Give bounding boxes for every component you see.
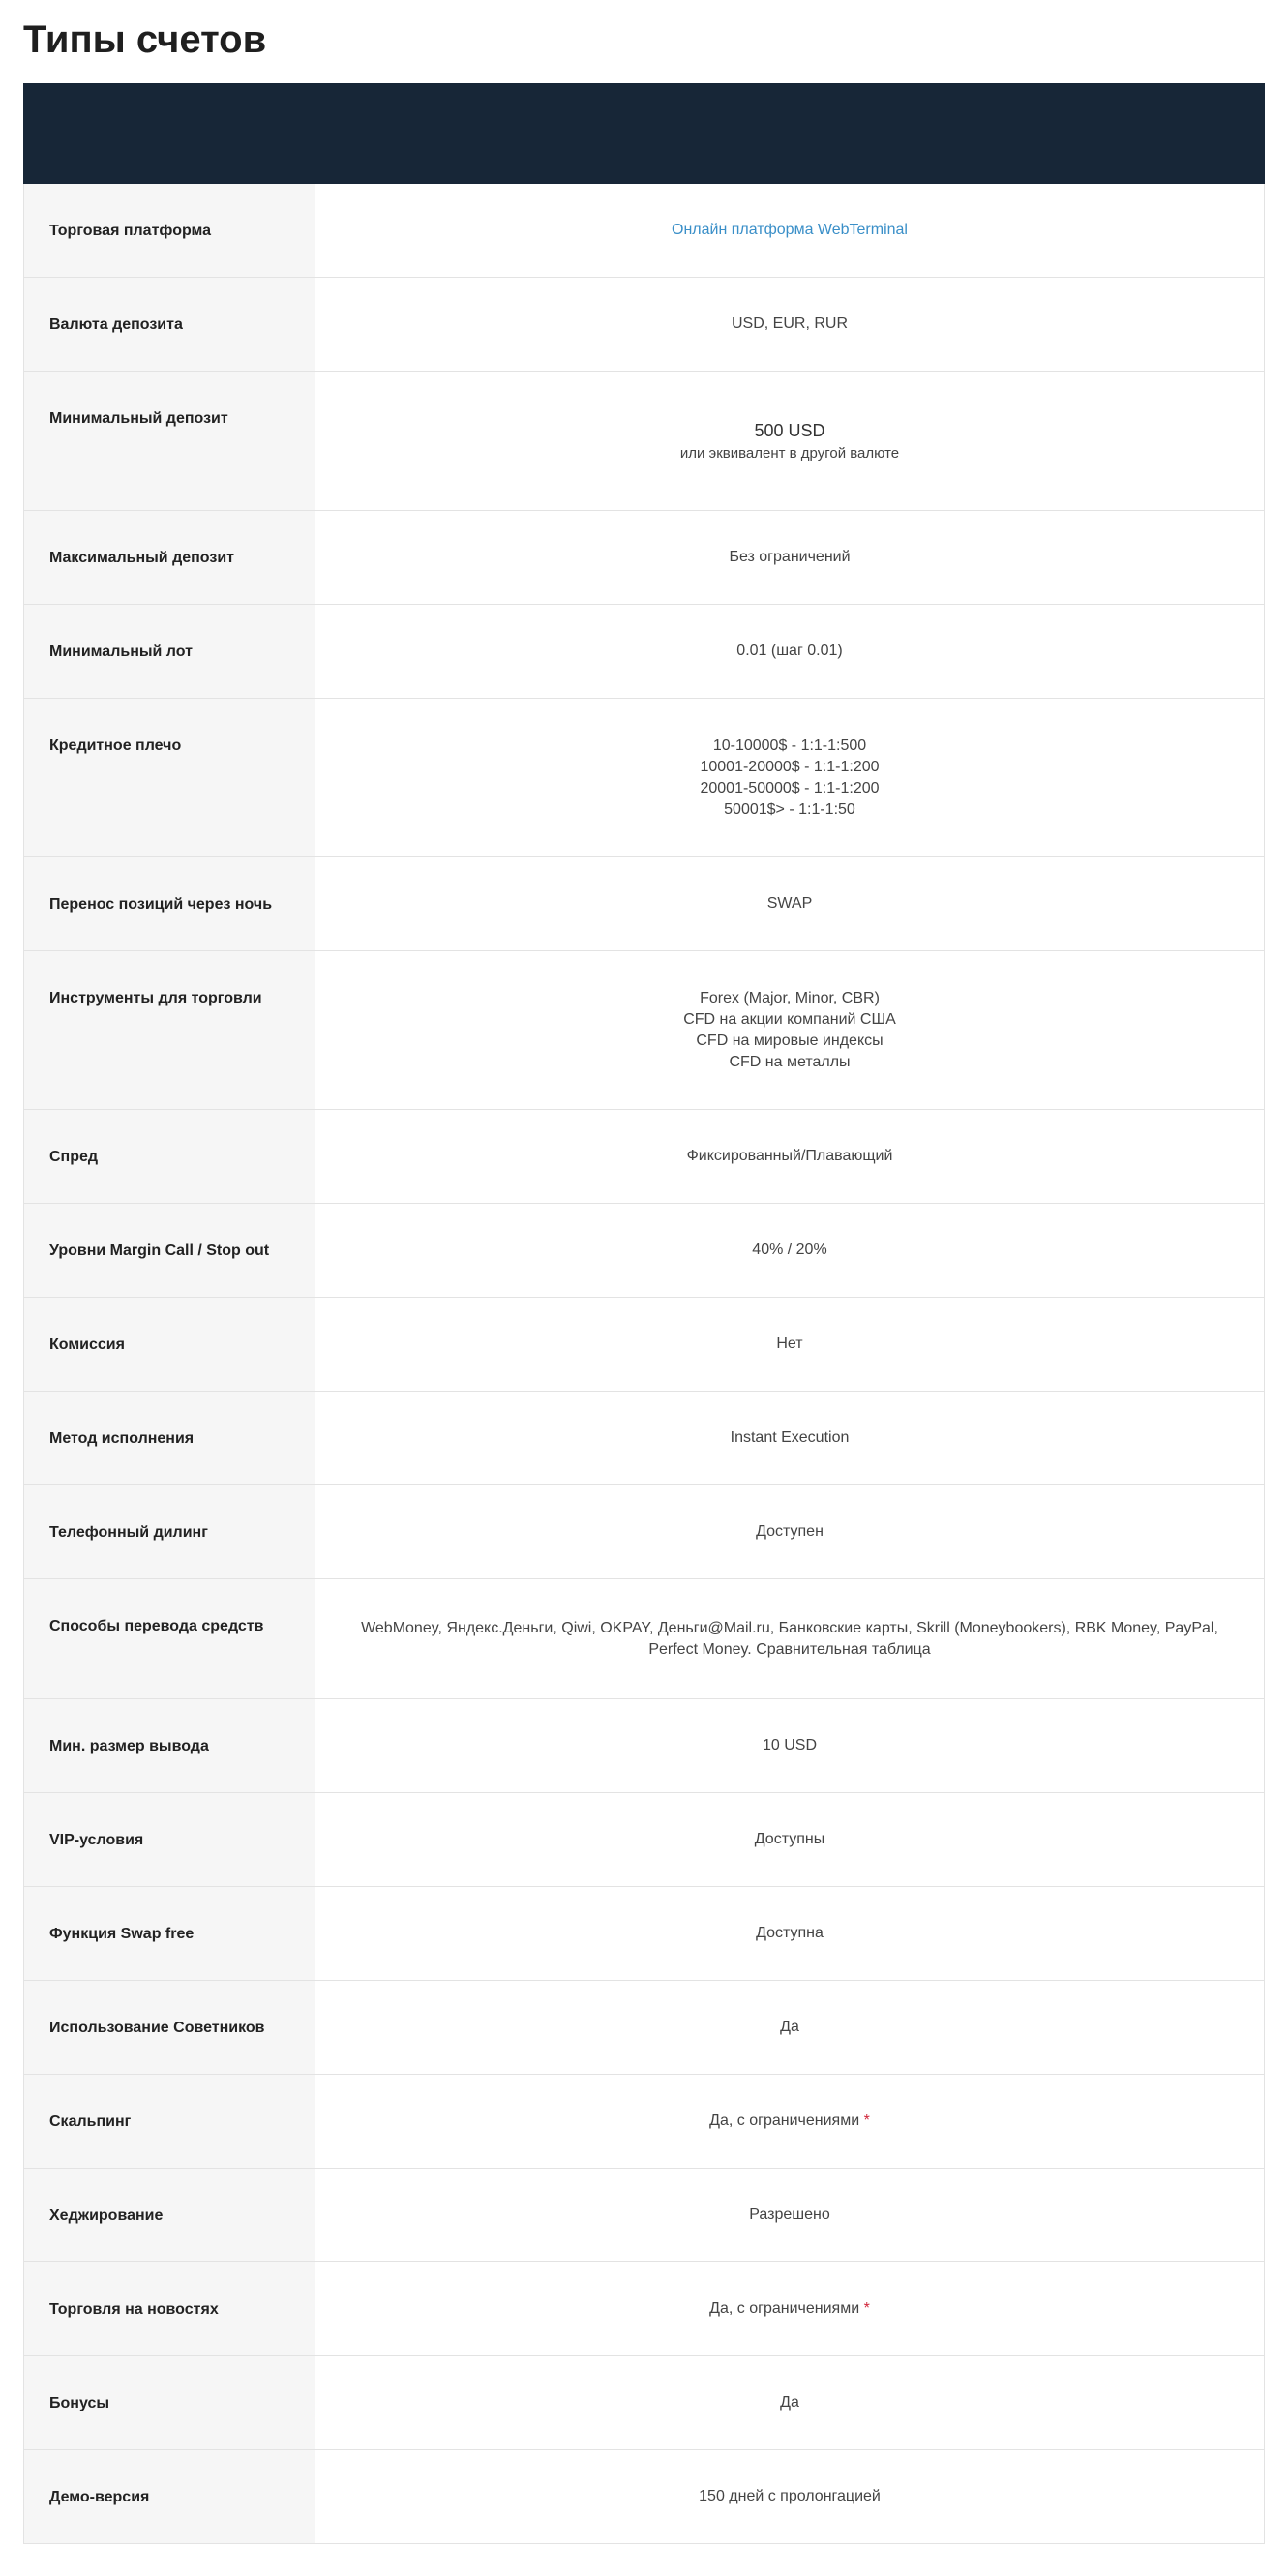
account-types-table [23, 83, 1265, 2544]
webterminal-link[interactable]: Онлайн платформа WebTerminal [672, 222, 908, 238]
row-value-line: 50001$> - 1:1-1:50 [724, 800, 855, 818]
row-label: Метод исполнения [23, 1392, 315, 1484]
row-value: Без ограничений [315, 511, 1265, 604]
table-row [23, 1699, 1265, 1793]
table-row [23, 1110, 1265, 1204]
table-row [23, 2169, 1265, 2262]
table-row [23, 1298, 1265, 1392]
row-label: Способы перевода средств [23, 1579, 315, 1698]
row-value-line: 10-10000$ - 1:1-1:500 [712, 736, 867, 754]
row-value: Разрешено [315, 2169, 1265, 2261]
row-value: Доступна [315, 1887, 1265, 1980]
table-row [23, 372, 1265, 511]
row-label: Хеджирование [23, 2169, 315, 2261]
row-label: Инструменты для торговли [23, 951, 315, 1109]
row-value: Нет [315, 1298, 1265, 1391]
table-row [23, 2262, 1265, 2356]
row-value: Instant Execution [315, 1392, 1265, 1484]
row-label: Телефонный дилинг [23, 1485, 315, 1578]
row-label: Демо-версия [23, 2450, 315, 2543]
table-row [23, 1485, 1265, 1579]
page-title: Типы счетов [23, 18, 267, 61]
row-label: Бонусы [23, 2356, 315, 2449]
row-label: Комиссия [23, 1298, 315, 1391]
table-row [23, 605, 1265, 699]
row-label: Перенос позиций через ночь [23, 857, 315, 950]
row-value: Да, с ограничениями [709, 2112, 860, 2129]
row-value-line: CFD на металлы [729, 1053, 851, 1070]
row-label: Максимальный депозит [23, 511, 315, 604]
table-row [23, 951, 1265, 1110]
table-row [23, 1887, 1265, 1981]
row-label: Функция Swap free [23, 1887, 315, 1980]
row-value-line: 10001-20000$ - 1:1-1:200 [700, 758, 880, 775]
row-value-line: Perfect Money. Сравнительная таблица [648, 1640, 931, 1658]
table-row [23, 278, 1265, 372]
table-row [23, 2356, 1265, 2450]
row-value: Да [315, 1981, 1265, 2074]
row-label: Использование Советников [23, 1981, 315, 2074]
row-value: Да, с ограничениями [709, 2300, 860, 2317]
row-value: 0.01 (шаг 0.01) [315, 605, 1265, 698]
row-value: 150 дней с пролонгацией [315, 2450, 1265, 2543]
row-value-line: 20001-50000$ - 1:1-1:200 [700, 779, 880, 796]
row-label: Минимальный депозит [23, 372, 315, 510]
row-value: USD, EUR, RUR [315, 278, 1265, 371]
row-label: Торговая платформа [23, 184, 315, 277]
table-row [23, 511, 1265, 605]
row-value-line: WebMoney, Яндекс.Деньги, Qiwi, OKPAY, Деньги@Mail.ru, Банковские карты, Skrill (Moneybookers), RBK Money, PayPal, [361, 1619, 1218, 1636]
table-row [23, 1981, 1265, 2075]
row-value: Доступны [315, 1793, 1265, 1886]
table-row [23, 1392, 1265, 1485]
row-label: Минимальный лот [23, 605, 315, 698]
row-label: Спред [23, 1110, 315, 1203]
row-value: Да [315, 2356, 1265, 2449]
table-row [23, 2450, 1265, 2544]
table-row [23, 1579, 1265, 1699]
table-row [23, 2075, 1265, 2169]
row-label: Мин. размер вывода [23, 1699, 315, 1792]
row-label: Торговля на новостях [23, 2262, 315, 2355]
row-value-line: Forex (Major, Minor, CBR) [700, 989, 880, 1006]
table-row [23, 699, 1265, 857]
row-value: 40% / 20% [315, 1204, 1265, 1297]
row-value-sub: или эквивалент в другой валюте [679, 444, 900, 462]
row-label: Валюта депозита [23, 278, 315, 371]
footnote-asterisk[interactable]: * [863, 2300, 870, 2317]
table-row [23, 1204, 1265, 1298]
row-value-line: CFD на акции компаний США [683, 1010, 896, 1028]
row-value: Фиксированный/Плавающий [315, 1110, 1265, 1203]
table-row [23, 184, 1265, 278]
row-label: Скальпинг [23, 2075, 315, 2168]
row-label: Кредитное плечо [23, 699, 315, 856]
footnote-asterisk[interactable]: * [863, 2112, 870, 2129]
row-value: Доступен [315, 1485, 1265, 1578]
table-header [23, 83, 1265, 184]
row-label: Уровни Margin Call / Stop out [23, 1204, 315, 1297]
row-value: SWAP [315, 857, 1265, 950]
row-label: VIP-условия [23, 1793, 315, 1886]
row-value-line: CFD на мировые индексы [696, 1032, 884, 1049]
table-row [23, 1793, 1265, 1887]
row-value-main: 500 USD [754, 420, 825, 440]
table-row [23, 857, 1265, 951]
row-value: 10 USD [315, 1699, 1265, 1792]
